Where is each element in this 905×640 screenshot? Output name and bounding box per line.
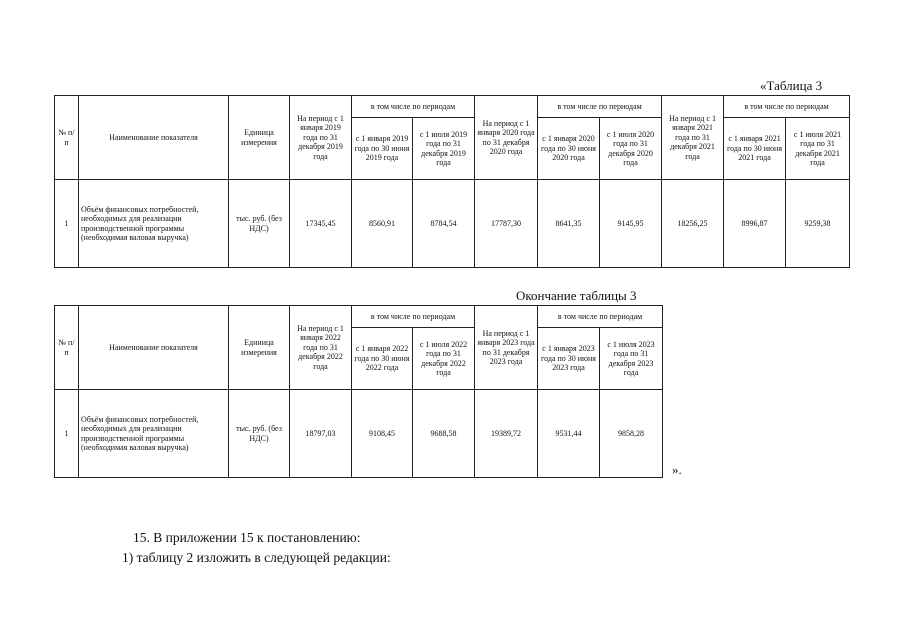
header-unit: Единица измерения <box>229 306 290 390</box>
header-period-2019: На период с 1 января 2019 года по 31 декабря 2019 года <box>290 96 352 180</box>
header-period-2021: На период с 1 января 2021 года по 31 декабря 2021 года <box>662 96 724 180</box>
value-2021-h1: 8996,87 <box>724 180 786 268</box>
header-num: № п/п <box>55 96 79 180</box>
table-row <box>55 180 850 268</box>
row-name: Объём финансовых потребностей, необходимых для реализации производственной программы (необходимая валовая выручка) <box>79 180 229 268</box>
value-2019-h1: 8560,91 <box>352 180 413 268</box>
header-name: Наименование показателя <box>79 306 229 390</box>
table-3-part-1 <box>54 95 850 268</box>
table-3-caption: «Таблица 3 <box>760 78 823 93</box>
value-2023-h2: 9858,28 <box>600 390 663 478</box>
table-3-end-caption: Окончание таблицы 3 <box>516 288 637 303</box>
header-h1-2023: с 1 января 2023 года по 30 июня 2023 года <box>538 328 600 390</box>
value-2020-h2: 9145,95 <box>600 180 662 268</box>
row-unit: тыс. руб. (без НДС) <box>229 180 290 268</box>
header-h2-2023: с 1 июля 2023 года по 31 декабря 2023 года <box>600 328 663 390</box>
value-2021: 18256,25 <box>662 180 724 268</box>
value-2022-h2: 9688,58 <box>413 390 475 478</box>
header-period-2023: На период с 1 января 2023 года по 31 декабря 2023 года <box>475 306 538 390</box>
header-including-2021: в том числе по периодам <box>724 96 850 118</box>
header-h2-2020: с 1 июля 2020 года по 31 декабря 2020 года <box>600 118 662 180</box>
value-2019: 17345,45 <box>290 180 352 268</box>
value-2023-h1: 9531,44 <box>538 390 600 478</box>
header-h2-2022: с 1 июля 2022 года по 31 декабря 2022 года <box>413 328 475 390</box>
row-name: Объём финансовых потребностей, необходимых для реализации производственной программы (необходимая валовая выручка) <box>79 390 229 478</box>
header-h2-2021: с 1 июля 2021 года по 31 декабря 2021 года <box>786 118 850 180</box>
value-2022-h1: 9108,45 <box>352 390 413 478</box>
header-h2-2019: с 1 июля 2019 года по 31 декабря 2019 года <box>413 118 475 180</box>
table-row <box>55 390 663 478</box>
header-h1-2021: с 1 января 2021 года по 30 июня 2021 года <box>724 118 786 180</box>
header-period-2022: На период с 1 января 2022 года по 31 декабря 2022 года <box>290 306 352 390</box>
paragraph-15: 15. В приложении 15 к постановлению: <box>133 530 361 545</box>
row-num: 1 <box>55 180 79 268</box>
header-h1-2020: с 1 января 2020 года по 30 июня 2020 года <box>538 118 600 180</box>
value-2020: 17787,30 <box>475 180 538 268</box>
paragraph-15-item-1: 1) таблицу 2 изложить в следующей редакции: <box>122 550 391 565</box>
header-including-2023: в том числе по периодам <box>538 306 663 328</box>
header-period-2020: На период с 1 января 2020 года по 31 декабря 2020 года <box>475 96 538 180</box>
header-name: Наименование показателя <box>79 96 229 180</box>
value-2023: 19389,72 <box>475 390 538 478</box>
value-2021-h2: 9259,38 <box>786 180 850 268</box>
header-including-2019: в том числе по периодам <box>352 96 475 118</box>
row-num: 1 <box>55 390 79 478</box>
header-unit: Единица измерения <box>229 96 290 180</box>
header-num: № п/п <box>55 306 79 390</box>
value-2020-h1: 8641,35 <box>538 180 600 268</box>
header-including-2020: в том числе по периодам <box>538 96 662 118</box>
header-h1-2022: с 1 января 2022 года по 30 июня 2022 года <box>352 328 413 390</box>
table-3-part-2 <box>54 305 663 478</box>
value-2019-h2: 8784,54 <box>413 180 475 268</box>
closing-quote: ». <box>672 462 682 477</box>
header-h1-2019: с 1 января 2019 года по 30 июня 2019 года <box>352 118 413 180</box>
header-including-2022: в том числе по периодам <box>352 306 475 328</box>
row-unit: тыс. руб. (без НДС) <box>229 390 290 478</box>
value-2022: 18797,03 <box>290 390 352 478</box>
